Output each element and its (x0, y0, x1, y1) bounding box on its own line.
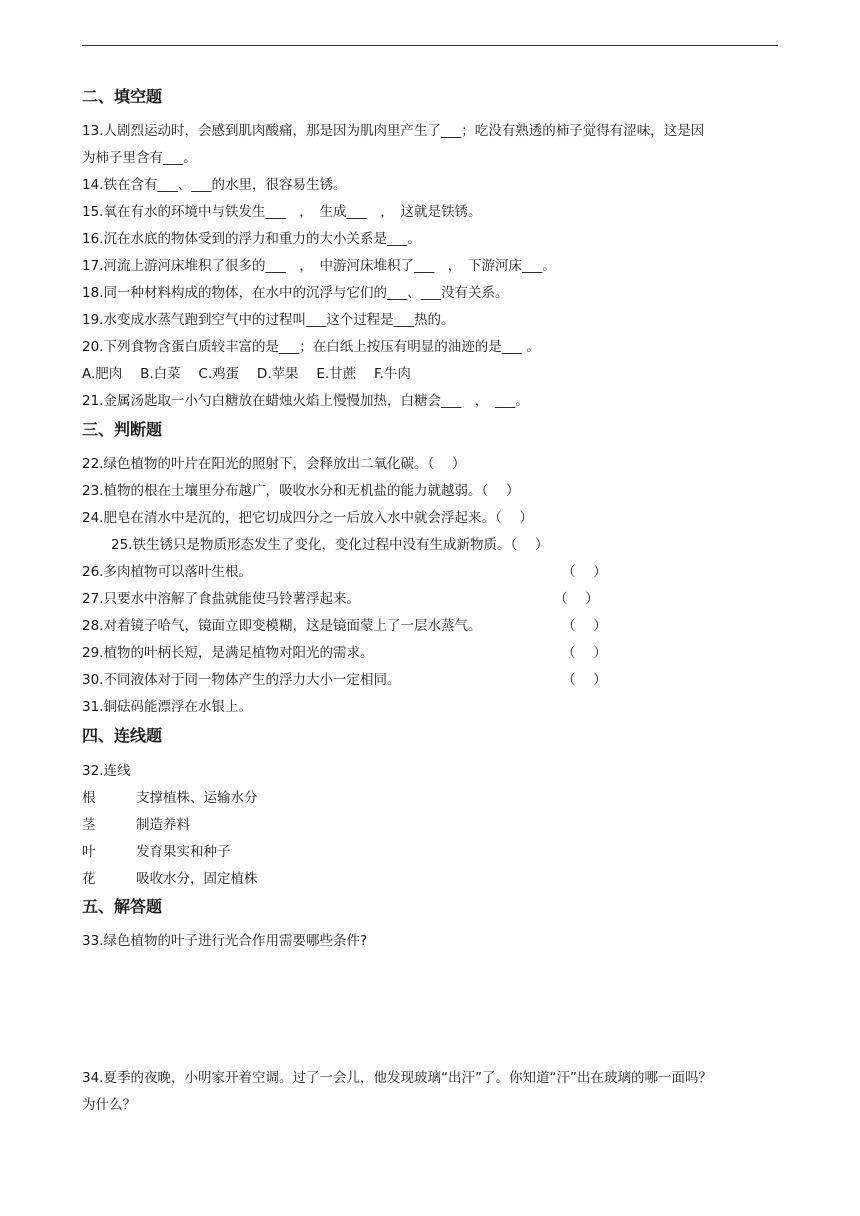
question-14: 14.铁在含有___、___的水里，很容易生锈。 (82, 177, 347, 193)
question-20-options: A.肥肉 B.白菜 C.鸡蛋 D.苹果 E.甘蔗 F.牛肉 (82, 366, 411, 382)
answer-paren-29: （ ） (562, 645, 607, 661)
match-left-item: 花 (82, 871, 96, 887)
question-22: 22.绿色植物的叶片在阳光的照射下，会释放出二氧化碳。（ ） (82, 456, 466, 472)
question-21: 21.金属汤匙取一小勺白糖放在蜡烛火焰上慢慢加热，白糖会___ ， ___。 (82, 393, 529, 409)
question-34-line-2: 为什么？ (82, 1097, 136, 1113)
question-17: 17.河流上游河床堆积了很多的___ ， 中游河床堆积了___ ， 下游河床___。 (82, 258, 556, 274)
question-31: 31.铜砝码能漂浮在水银上。 (82, 699, 252, 715)
question-15: 15.氧在有水的环境中与铁发生___ ， 生成___ ， 这就是铁锈。 (82, 204, 482, 220)
section-heading-fill: 二、填空题 (82, 87, 163, 106)
question-23: 23.植物的根在土壤里分布越广，吸收水分和无机盐的能力就越弱。（ ） (82, 483, 520, 499)
answer-paren-26: （ ） (562, 564, 607, 580)
match-left-item: 根 (82, 790, 96, 806)
question-29: 29.植物的叶柄长短，是满足植物对阳光的需求。 (82, 645, 374, 661)
question-27: 27.只要水中溶解了食盐就能使马铃薯浮起来。 (82, 591, 360, 607)
section-heading-answer: 五、解答题 (82, 897, 163, 916)
answer-paren-28: （ ） (562, 618, 607, 634)
match-right-item: 制造养料 (136, 817, 190, 833)
question-33: 33.绿色植物的叶子进行光合作用需要哪些条件? (82, 933, 368, 949)
top-rule (82, 45, 778, 46)
question-13-line-1: 13.人剧烈运动时，会感到肌肉酸痛，那是因为肌肉里产生了___；吃没有熟透的柿子觉得有涩味，这是因 (82, 123, 705, 139)
match-left-item: 茎 (82, 817, 96, 833)
question-18: 18.同一种材料构成的物体，在水中的沉浮与它们的___、___没有关系。 (82, 285, 509, 301)
answer-paren-27: （ ） (554, 591, 599, 607)
match-left-item: 叶 (82, 844, 96, 860)
section-heading-judge: 三、判断题 (82, 420, 163, 439)
question-32-title: 32.连线 (82, 763, 131, 779)
question-16: 16.沉在水底的物体受到的浮力和重力的大小关系是___。 (82, 231, 421, 247)
section-heading-match: 四、连线题 (82, 726, 163, 745)
question-34-line-1: 34.夏季的夜晚，小明家开着空调。过了一会儿，他发现玻璃“出汗”了。你知道“汗”出在玻璃的哪一面吗？ (82, 1070, 712, 1086)
match-right-item: 支撑植株、运输水分 (136, 790, 258, 806)
question-24: 24.肥皂在清水中是沉的，把它切成四分之一后放入水中就会浮起来。（ ） (82, 510, 534, 526)
question-13-line-2: 为柿子里含有___。 (82, 150, 197, 166)
question-20: 20.下列食物含蛋白质较丰富的是___；在白纸上按压有明显的油迹的是___ 。 (82, 339, 540, 355)
question-28: 28.对着镜子哈气，镜面立即变模糊，这是镜面蒙上了一层水蒸气。 (82, 618, 482, 634)
answer-paren-30: （ ） (562, 672, 607, 688)
match-right-item: 发育果实和种子 (136, 844, 231, 860)
match-right-item: 吸收水分，固定植株 (136, 871, 258, 887)
question-25: 25.铁生锈只是物质形态发生了变化，变化过程中没有生成新物质。（ ） (111, 537, 549, 553)
question-30: 30.不同液体对于同一物体产生的浮力大小一定相同。 (82, 672, 401, 688)
question-19: 19.水变成水蒸气跑到空气中的过程叫___这个过程是___热的。 (82, 312, 455, 328)
question-26: 26.多肉植物可以落叶生根。 (82, 564, 252, 580)
